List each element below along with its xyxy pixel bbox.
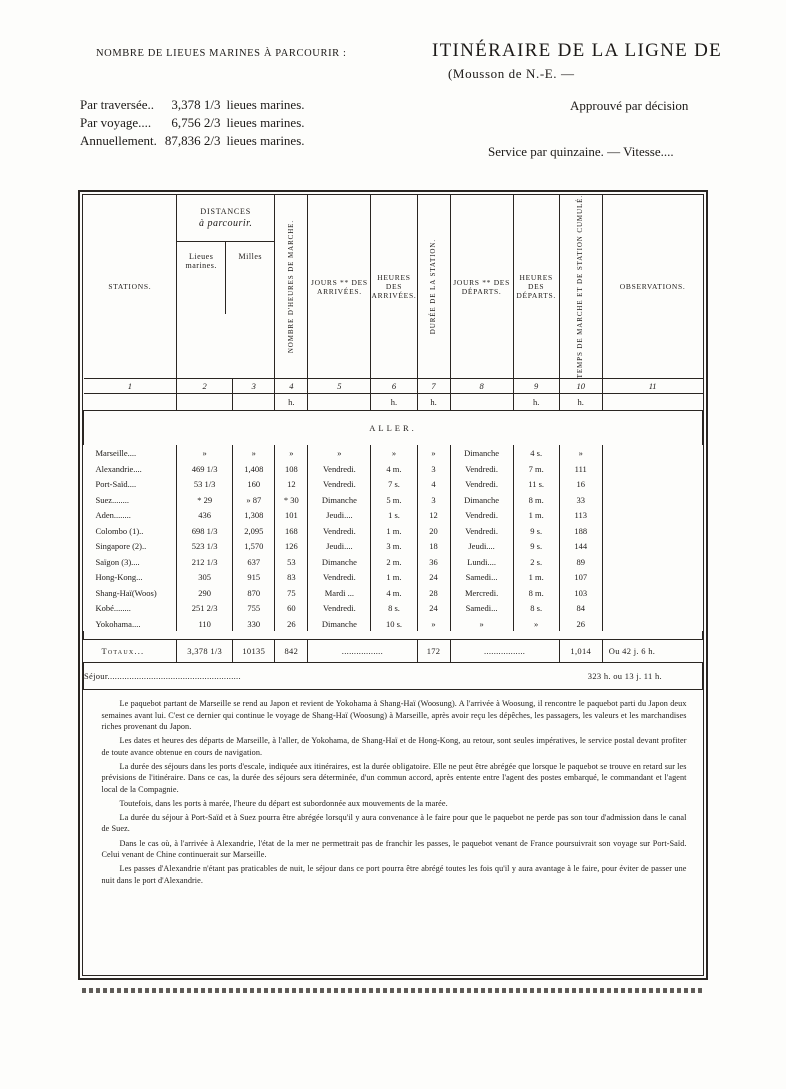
lieues-header-title: NOMBRE DE LIEUES MARINES À PARCOURIR : bbox=[96, 48, 347, 59]
bottom-decorative-rule bbox=[82, 988, 704, 993]
col-head-jours-departs-label: JOURS ** DES DÉPARTS. bbox=[453, 277, 510, 296]
lieues-label: Annuellement. bbox=[80, 133, 157, 148]
table-row bbox=[84, 554, 703, 570]
table-row bbox=[84, 523, 703, 539]
notes-row bbox=[84, 690, 703, 895]
table-row bbox=[84, 507, 703, 523]
row-station: Port-Saïd.... bbox=[84, 476, 177, 492]
lieues-row bbox=[80, 96, 305, 114]
itinerary-rows bbox=[84, 445, 703, 631]
col-head-cumul-label: TEMPS DE MARCHE ET DE STATION CUMULÉ. bbox=[576, 195, 585, 379]
totals-cumul: 1,014 bbox=[559, 640, 602, 663]
lieues-unit: lieues marines. bbox=[226, 97, 305, 112]
unit-cell: h. bbox=[371, 394, 417, 411]
row-jour-depart: Samedi... bbox=[450, 600, 513, 616]
sejour-row bbox=[84, 663, 703, 690]
col-num: 8 bbox=[450, 379, 513, 394]
unit-cell bbox=[177, 394, 233, 411]
row-heure-arrivee: 2 m. bbox=[371, 554, 417, 570]
col-num: 2 bbox=[177, 379, 233, 394]
row-heure-depart: 2 s. bbox=[513, 554, 559, 570]
row-jour-arrivee: Vendredi. bbox=[308, 600, 371, 616]
row-heure-arrivee: 1 s. bbox=[371, 507, 417, 523]
unit-cell: h. bbox=[559, 394, 602, 411]
row-cumul: 26 bbox=[559, 616, 602, 632]
row-station: Shang-Haï(Woos) bbox=[84, 585, 177, 601]
row-jour-depart: » bbox=[450, 616, 513, 632]
row-lieues: 212 1/3 bbox=[177, 554, 233, 570]
row-heure-arrivee: 1 m. bbox=[371, 569, 417, 585]
row-jour-depart: Mercredi. bbox=[450, 585, 513, 601]
note-paragraph: Les dates et heures des départs de Marseille, à l'aller, de Yokohama, de Shang-Haï et de Hong-Kong, au retour, sont seules impératives, le service postal devant profiter de toute avance obtenue en cours de navigation. bbox=[101, 736, 687, 757]
col-num: 4 bbox=[275, 379, 308, 394]
lieues-row bbox=[80, 114, 305, 132]
row-jour-arrivee: Jeudi.... bbox=[308, 538, 371, 554]
col-head-heures-marche bbox=[275, 195, 308, 379]
totals-lieues: 3,378 1/3 bbox=[177, 640, 233, 663]
col-head-stations-label: STATIONS. bbox=[108, 282, 152, 292]
row-jour-depart: Vendredi. bbox=[450, 507, 513, 523]
row-heure-arrivee: 7 s. bbox=[371, 476, 417, 492]
row-station: Aden........ bbox=[84, 507, 177, 523]
col-head-jours-arrivees-label: JOURS ** DES ARRIVÉES. bbox=[311, 277, 368, 296]
row-lieues: 698 1/3 bbox=[177, 523, 233, 539]
row-duree: 24 bbox=[417, 569, 450, 585]
row-jour-arrivee: Mardi ... bbox=[308, 585, 371, 601]
row-jour-arrivee: Dimanche bbox=[308, 616, 371, 632]
row-heure-depart: 1 m. bbox=[513, 569, 559, 585]
row-observations bbox=[602, 445, 702, 461]
row-heures-marche: 60 bbox=[275, 600, 308, 616]
spacer-row bbox=[84, 631, 703, 640]
col-head-duree-station-label: DURÉE DE LA STATION. bbox=[429, 239, 438, 335]
row-station: Yokohama.... bbox=[84, 616, 177, 632]
row-heure-depart: 8 s. bbox=[513, 600, 559, 616]
sejour-value: 323 h. ou 13 j. 11 h. bbox=[587, 671, 662, 682]
table-row bbox=[84, 616, 703, 632]
unit-cell: h. bbox=[417, 394, 450, 411]
row-observations bbox=[602, 600, 702, 616]
totals-milles: 10135 bbox=[233, 640, 275, 663]
row-lieues: 251 2/3 bbox=[177, 600, 233, 616]
note-paragraph: Dans le cas où, à l'arrivée à Alexandrie, l'état de la mer ne permettrait pas de franchir les passes, le paquebot venant de France poursuivrait son voyage sur Port-Saïd. Celui venant de Chine continuerait sur Marseille. bbox=[101, 838, 687, 860]
row-jour-arrivee: Dimanche bbox=[308, 492, 371, 508]
unit-row bbox=[84, 394, 703, 411]
lieues-summary bbox=[80, 96, 305, 150]
unit-cell bbox=[84, 394, 177, 411]
row-heures-marche: 53 bbox=[275, 554, 308, 570]
itinerary-table bbox=[83, 195, 703, 895]
note-paragraph: Toutefois, dans les ports à marée, l'heure du départ est subordonnée aux mouvements de la marée. bbox=[119, 798, 448, 808]
note-paragraph: La durée du séjour à Port-Saïd et à Suez pourra être abrégée lorsqu'il y aura convenance à le faire pour que le paquebot ne perde pas son tour d'admission dans le canal de Suez. bbox=[101, 813, 687, 834]
document-title: ITINÉRAIRE DE LA LIGNE DE bbox=[432, 40, 723, 61]
row-cumul: 113 bbox=[559, 507, 602, 523]
table-row bbox=[84, 600, 703, 616]
row-observations bbox=[602, 554, 702, 570]
approval-note: Approuvé par décision bbox=[570, 98, 689, 113]
section-title-row bbox=[84, 411, 703, 446]
row-jour-depart: Vendredi. bbox=[450, 461, 513, 477]
col-head-lieues: Lieues marines. bbox=[177, 242, 226, 314]
row-heure-depart: » bbox=[513, 616, 559, 632]
row-observations bbox=[602, 538, 702, 554]
table-row bbox=[84, 569, 703, 585]
row-heure-arrivee: 4 m. bbox=[371, 585, 417, 601]
row-observations bbox=[602, 585, 702, 601]
row-duree: 28 bbox=[417, 585, 450, 601]
totals-observations: Ou 42 j. 6 h. bbox=[602, 640, 702, 663]
row-milles: » bbox=[233, 445, 275, 461]
totals-dots-1: ................. bbox=[308, 640, 417, 663]
row-jour-depart: Lundi.... bbox=[450, 554, 513, 570]
col-num: 9 bbox=[513, 379, 559, 394]
row-observations bbox=[602, 476, 702, 492]
totals-duree: 172 bbox=[417, 640, 450, 663]
sejour-label: Séjour....................................................... bbox=[84, 671, 241, 682]
column-number-row bbox=[84, 379, 703, 394]
row-lieues: 53 1/3 bbox=[177, 476, 233, 492]
row-station: Hong-Kong... bbox=[84, 569, 177, 585]
row-duree: 3 bbox=[417, 492, 450, 508]
totals-heures-marche: 842 bbox=[275, 640, 308, 663]
row-heures-marche: * 30 bbox=[275, 492, 308, 508]
row-heure-depart: 11 s. bbox=[513, 476, 559, 492]
row-milles: » 87 bbox=[233, 492, 275, 508]
row-heure-depart: 8 m. bbox=[513, 585, 559, 601]
table-row bbox=[84, 461, 703, 477]
row-heure-arrivee: 3 m. bbox=[371, 538, 417, 554]
row-jour-depart: Jeudi.... bbox=[450, 538, 513, 554]
row-heure-arrivee: » bbox=[371, 445, 417, 461]
lieues-value: 87,836 2/3 bbox=[164, 133, 221, 148]
lieues-value: 3,378 1/3 bbox=[171, 97, 221, 112]
distances-subtitle: à parcourir. bbox=[199, 218, 253, 229]
col-head-duree-station bbox=[417, 195, 450, 379]
row-milles: 160 bbox=[233, 476, 275, 492]
document-subtitle: (Mousson de N.-E. — bbox=[448, 66, 575, 81]
row-heure-arrivee: 8 s. bbox=[371, 600, 417, 616]
note-paragraph: Les passes d'Alexandrie n'étant pas praticables de nuit, le séjour dans ce port pourra être abrégé toutes les fois qu'il y aura avantage à le faire, pour éviter de passer une nuit dans le port d'Alexandrie. bbox=[101, 864, 687, 885]
col-num: 11 bbox=[602, 379, 702, 394]
row-station: Marseille.... bbox=[84, 445, 177, 461]
table-row bbox=[84, 445, 703, 461]
row-lieues: 305 bbox=[177, 569, 233, 585]
unit-cell: h. bbox=[513, 394, 559, 411]
col-num: 3 bbox=[233, 379, 275, 394]
row-duree: 24 bbox=[417, 600, 450, 616]
lieues-label: Par voyage.... bbox=[80, 115, 152, 130]
row-jour-depart: Dimanche bbox=[450, 492, 513, 508]
row-lieues: 469 1/3 bbox=[177, 461, 233, 477]
row-observations bbox=[602, 616, 702, 632]
table-row bbox=[84, 538, 703, 554]
row-cumul: 89 bbox=[559, 554, 602, 570]
note-paragraph: La durée des séjours dans les ports d'escale, indiquée aux itinéraires, est la durée obligatoire. Elle ne peut être abrégée que lorsque le paquebot se trouve en retard sur les prévisions de l'itinéraire. Dans ce cas, la durée des séjours sera déterminée, d'un commun accord, après entente entre l'agent des postes embarqué, le commandant et l'agent local de la Compagnie. bbox=[101, 761, 687, 794]
totals-row bbox=[84, 640, 703, 663]
row-heure-arrivee: 10 s. bbox=[371, 616, 417, 632]
row-heures-marche: 83 bbox=[275, 569, 308, 585]
row-lieues: 436 bbox=[177, 507, 233, 523]
lieues-unit: lieues marines. bbox=[226, 115, 305, 130]
lieues-value: 6,756 2/3 bbox=[171, 115, 221, 130]
row-heure-arrivee: 1 m. bbox=[371, 523, 417, 539]
row-jour-depart: Vendredi. bbox=[450, 476, 513, 492]
col-head-jours-arrivees bbox=[308, 195, 371, 379]
row-cumul: 111 bbox=[559, 461, 602, 477]
row-milles: 870 bbox=[233, 585, 275, 601]
row-duree: 20 bbox=[417, 523, 450, 539]
unit-cell bbox=[308, 394, 371, 411]
service-note: Service par quinzaine. — Vitesse.... bbox=[488, 144, 674, 159]
lieues-label: Par traversée.. bbox=[80, 97, 154, 112]
row-milles: 330 bbox=[233, 616, 275, 632]
row-milles: 1,570 bbox=[233, 538, 275, 554]
row-observations bbox=[602, 569, 702, 585]
lieues-row bbox=[80, 132, 305, 150]
col-num: 6 bbox=[371, 379, 417, 394]
row-milles: 2,095 bbox=[233, 523, 275, 539]
table-row bbox=[84, 492, 703, 508]
row-duree: 4 bbox=[417, 476, 450, 492]
table-row bbox=[84, 585, 703, 601]
row-station: Suez........ bbox=[84, 492, 177, 508]
row-station: Singapore (2).. bbox=[84, 538, 177, 554]
row-observations bbox=[602, 507, 702, 523]
col-head-heures-arrivees bbox=[371, 195, 417, 379]
row-cumul: 33 bbox=[559, 492, 602, 508]
row-jour-arrivee: Vendredi. bbox=[308, 569, 371, 585]
distances-title: DISTANCES bbox=[200, 207, 251, 216]
col-head-cumul bbox=[559, 195, 602, 379]
row-duree: 3 bbox=[417, 461, 450, 477]
row-lieues: 523 1/3 bbox=[177, 538, 233, 554]
col-head-heures-marche-label: NOMBRE D'HEURES DE MARCHE. bbox=[286, 220, 295, 354]
col-head-observations bbox=[602, 195, 702, 379]
row-duree: » bbox=[417, 616, 450, 632]
row-station: Saïgon (3).... bbox=[84, 554, 177, 570]
col-num: 5 bbox=[308, 379, 371, 394]
col-head-milles: Milles bbox=[238, 252, 262, 261]
notes-block bbox=[84, 690, 703, 895]
col-head-heures-arrivees-label: HEURES DES ARRIVÉES. bbox=[371, 273, 417, 301]
table-header-row bbox=[84, 195, 703, 379]
row-milles: 915 bbox=[233, 569, 275, 585]
row-milles: 1,408 bbox=[233, 461, 275, 477]
lieues-unit: lieues marines. bbox=[226, 133, 305, 148]
row-cumul: 16 bbox=[559, 476, 602, 492]
unit-cell bbox=[450, 394, 513, 411]
row-jour-arrivee: » bbox=[308, 445, 371, 461]
itinerary-table-frame bbox=[78, 190, 708, 980]
row-heure-depart: 1 m. bbox=[513, 507, 559, 523]
col-head-heures-departs-label: HEURES DES DÉPARTS. bbox=[516, 273, 557, 301]
row-milles: 1,308 bbox=[233, 507, 275, 523]
row-heure-depart: 8 m. bbox=[513, 492, 559, 508]
row-cumul: 84 bbox=[559, 600, 602, 616]
row-cumul: » bbox=[559, 445, 602, 461]
col-head-distances bbox=[177, 195, 275, 379]
row-jour-arrivee: Vendredi. bbox=[308, 523, 371, 539]
col-head-heures-departs bbox=[513, 195, 559, 379]
row-heures-marche: 101 bbox=[275, 507, 308, 523]
row-lieues: 110 bbox=[177, 616, 233, 632]
row-heure-arrivee: 5 m. bbox=[371, 492, 417, 508]
row-jour-arrivee: Vendredi. bbox=[308, 461, 371, 477]
row-cumul: 103 bbox=[559, 585, 602, 601]
row-heure-arrivee: 4 m. bbox=[371, 461, 417, 477]
row-lieues: * 29 bbox=[177, 492, 233, 508]
row-heures-marche: 75 bbox=[275, 585, 308, 601]
totals-label: Totaux... bbox=[84, 640, 177, 663]
row-observations bbox=[602, 461, 702, 477]
row-heures-marche: 168 bbox=[275, 523, 308, 539]
row-station: Alexandrie.... bbox=[84, 461, 177, 477]
unit-cell bbox=[602, 394, 702, 411]
col-head-jours-departs bbox=[450, 195, 513, 379]
col-head-stations bbox=[84, 195, 177, 379]
row-heures-marche: » bbox=[275, 445, 308, 461]
row-jour-depart: Samedi... bbox=[450, 569, 513, 585]
row-cumul: 144 bbox=[559, 538, 602, 554]
row-milles: 637 bbox=[233, 554, 275, 570]
section-title-aller: ALLER. bbox=[84, 411, 703, 446]
row-lieues: 290 bbox=[177, 585, 233, 601]
col-num: 1 bbox=[84, 379, 177, 394]
row-observations bbox=[602, 492, 702, 508]
row-jour-arrivee: Dimanche bbox=[308, 554, 371, 570]
totals-dots-2: ................. bbox=[450, 640, 559, 663]
row-duree: 18 bbox=[417, 538, 450, 554]
unit-cell: h. bbox=[275, 394, 308, 411]
row-cumul: 107 bbox=[559, 569, 602, 585]
row-heures-marche: 12 bbox=[275, 476, 308, 492]
row-duree: 12 bbox=[417, 507, 450, 523]
row-jour-arrivee: Jeudi.... bbox=[308, 507, 371, 523]
unit-cell bbox=[233, 394, 275, 411]
row-heure-depart: 7 m. bbox=[513, 461, 559, 477]
table-row bbox=[84, 476, 703, 492]
row-heure-depart: 9 s. bbox=[513, 523, 559, 539]
row-jour-depart: Vendredi. bbox=[450, 523, 513, 539]
col-head-observations-label: OBSERVATIONS. bbox=[619, 282, 686, 292]
note-paragraph: Le paquebot partant de Marseille se rend au Japon et revient de Yokohama à Shang-Haï (Woosung). A l'arrivée à Woosung, il rencontre le paquebot parti du Japon deux semaines avant lui. C'est ce dernier qui continue le voyage de Shang-Haï (Woosung) à Marseille, après avoir reçu les dépêches, les passagers, les valeurs et les marchandises riches provenant du Japon. bbox=[101, 699, 687, 731]
row-heures-marche: 108 bbox=[275, 461, 308, 477]
col-num: 10 bbox=[559, 379, 602, 394]
row-observations bbox=[602, 523, 702, 539]
row-heure-depart: 4 s. bbox=[513, 445, 559, 461]
row-milles: 755 bbox=[233, 600, 275, 616]
row-station: Kobé........ bbox=[84, 600, 177, 616]
row-jour-arrivee: Vendredi. bbox=[308, 476, 371, 492]
row-jour-depart: Dimanche bbox=[450, 445, 513, 461]
row-heures-marche: 126 bbox=[275, 538, 308, 554]
col-num: 7 bbox=[417, 379, 450, 394]
row-heures-marche: 26 bbox=[275, 616, 308, 632]
row-cumul: 188 bbox=[559, 523, 602, 539]
row-lieues: » bbox=[177, 445, 233, 461]
row-duree: 36 bbox=[417, 554, 450, 570]
row-heure-depart: 9 s. bbox=[513, 538, 559, 554]
row-duree: » bbox=[417, 445, 450, 461]
row-station: Colombo (1).. bbox=[84, 523, 177, 539]
